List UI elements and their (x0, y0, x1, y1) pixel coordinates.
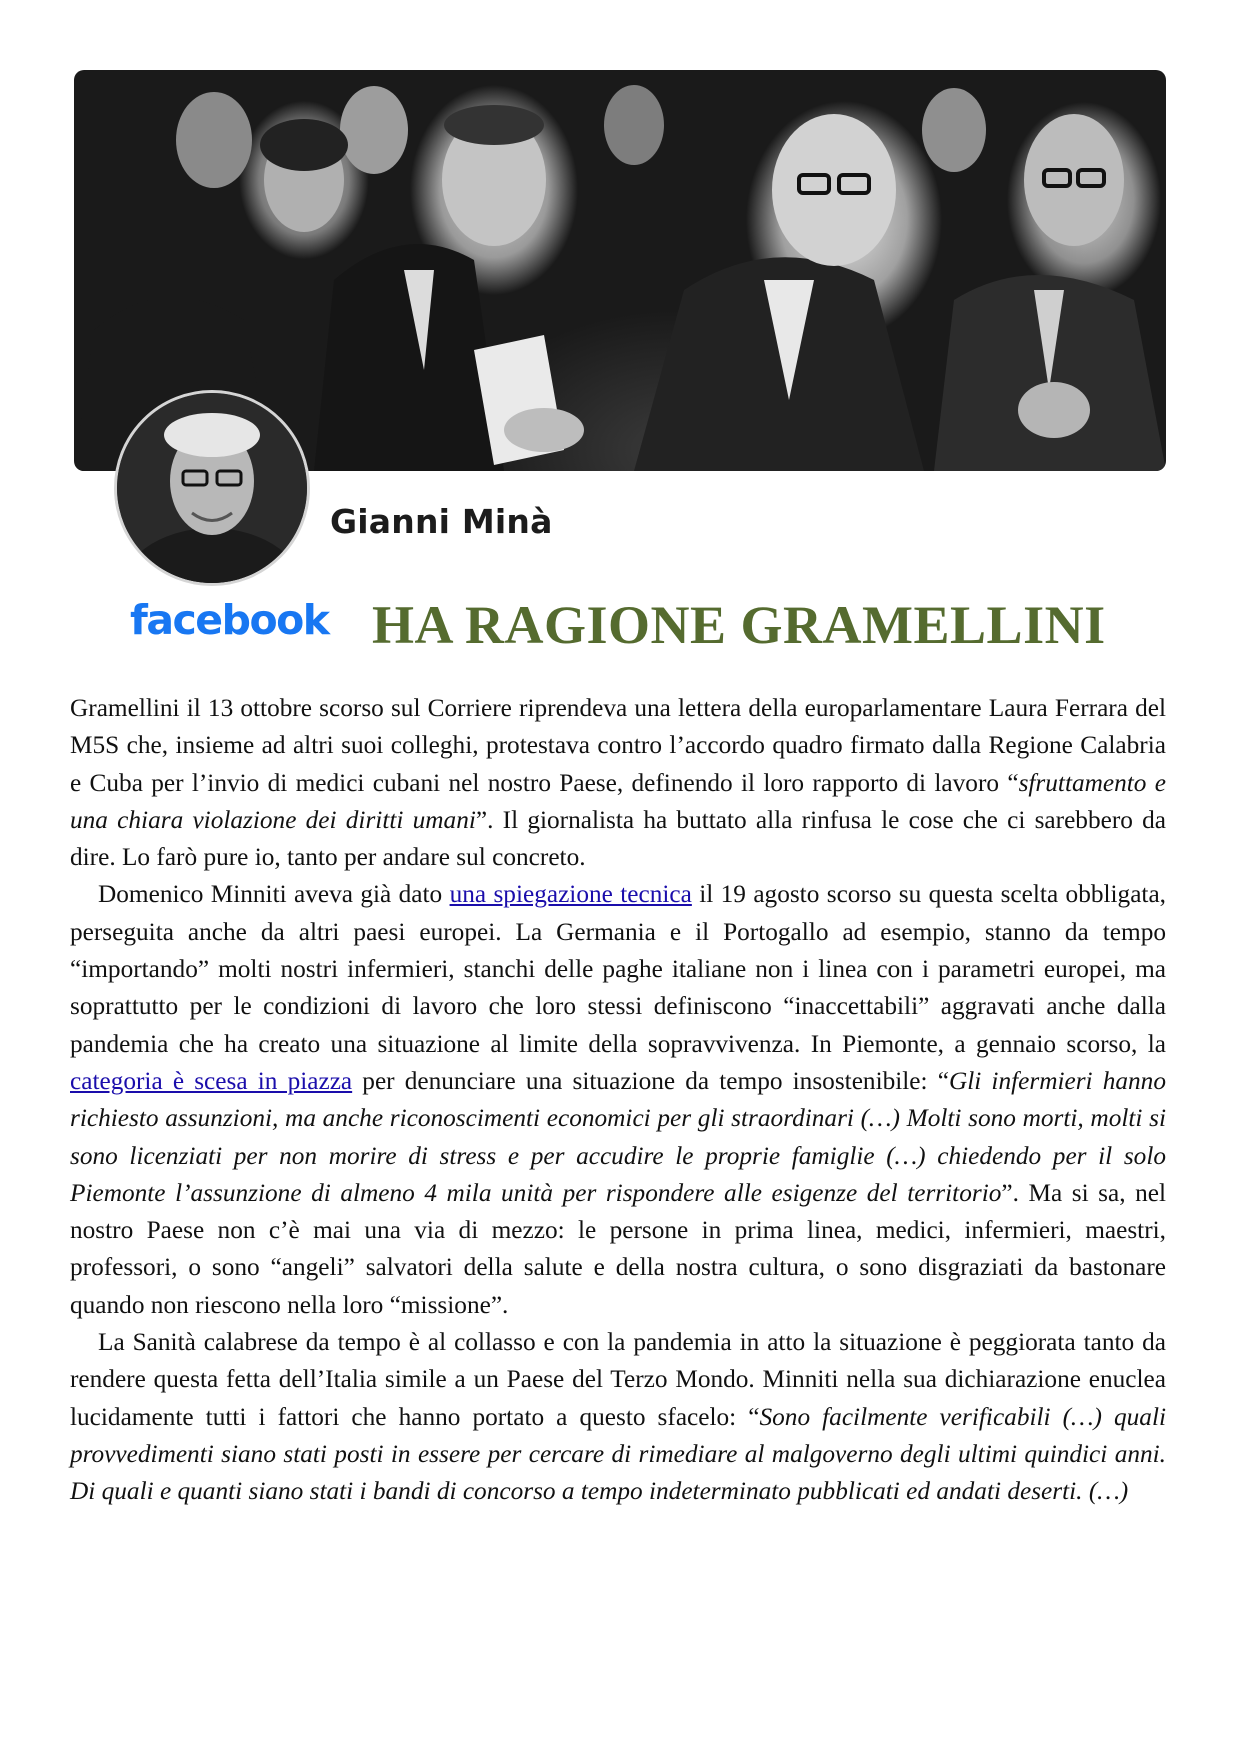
facebook-logo: facebook (130, 596, 329, 644)
paragraph-3 (70, 1324, 1166, 1510)
paragraph-2 (70, 876, 1166, 1324)
article-body (70, 690, 1166, 1511)
quote: Gli infermieri hanno richiesto assunzioni, ma anche riconoscimenti economici per gli straordinari (…) Molti sono morti, molti si sono licenziati per non morire di stress e per accudire le proprie famiglie (…) chiedendo per il solo Piemonte l’assunzione di almeno 4 mila unità per rispondere alle esigenze del territorio (70, 1066, 1166, 1207)
quote: Sono facilmente verificabili (…) quali provvedimenti siano stati posti in essere per cercare di rimediare al malgoverno degli ultimi quindici anni. Di quali e quanti siano stati i bandi di concorso a tempo indeterminato pubblicati ed andati deserti. (…) (70, 1402, 1167, 1506)
avatar-portrait (117, 393, 307, 583)
text-run: Gramellini il 13 ottobre scorso sul Corriere riprendeva una lettera della europarlamentare Laura Ferrara del M5S che, insieme ad altri suoi colleghi, protestava contro l’accordo quadro firmato dalla Regione Calabria e Cuba per l’invio di medici cubani nel nostro Paese, definendo il loro rapporto di lavoro “ (70, 694, 1166, 797)
quote: sfruttamento e una chiara violazione dei diritti umani (70, 768, 1166, 834)
link-protest[interactable]: categoria è scesa in piazza (70, 1066, 353, 1095)
text-run: il 19 agosto scorso su questa scelta obbligata, perseguita anche da altri paesi europei. La Germania e il Portogallo ad esempio, stanno da tempo “importando” molti nostri infermieri, stanchi delle paghe italiane non i linea con i parametri europei, ma soprattutto per le condizioni di lavoro che loro stessi definiscono “inaccettabili” aggravati anche dalla pandemia che ha creato una situazione al limite della sopravvivenza. In Piemonte, a gennaio scorso, la (70, 880, 1167, 1058)
text-run: ”. Ma si sa, nel nostro Paese non c’è mai una via di mezzo: le persone in prima linea, medici, infermieri, maestri, professori, o sono “angeli” salvatori della salute e della nostra cultura, o sono disgraziati da bastonare quando non riescono nella loro “missione”. (70, 1178, 1167, 1319)
text-run: Domenico Minniti aveva già dato (98, 880, 450, 909)
link-technical-explanation[interactable]: una spiegazione tecnica (449, 880, 692, 909)
profile-name[interactable]: Gianni Minà (330, 502, 553, 541)
text-run: ”. Il giornalista ha buttato alla rinfusa le cose che ci sarebbero da dire. Lo farò pure io, tanto per andare sul concreto. (70, 805, 1166, 872)
text-run: La Sanità calabrese da tempo è al collasso e con la pandemia in atto la situazione è peggiorata tanto da rendere questa fetta dell’Italia simile a un Paese del Terzo Mondo. Minniti nella sua dichiarazione enuclea lucidamente tutti i fattori che hanno portato a questo sfacelo: “ (70, 1328, 1166, 1431)
text-run: per denunciare una situazione da tempo insostenibile: “ (352, 1066, 949, 1095)
article-headline: HA RAGIONE GRAMELLINI (372, 595, 1106, 655)
profile-avatar[interactable] (114, 390, 310, 586)
paragraph-1 (70, 690, 1166, 876)
